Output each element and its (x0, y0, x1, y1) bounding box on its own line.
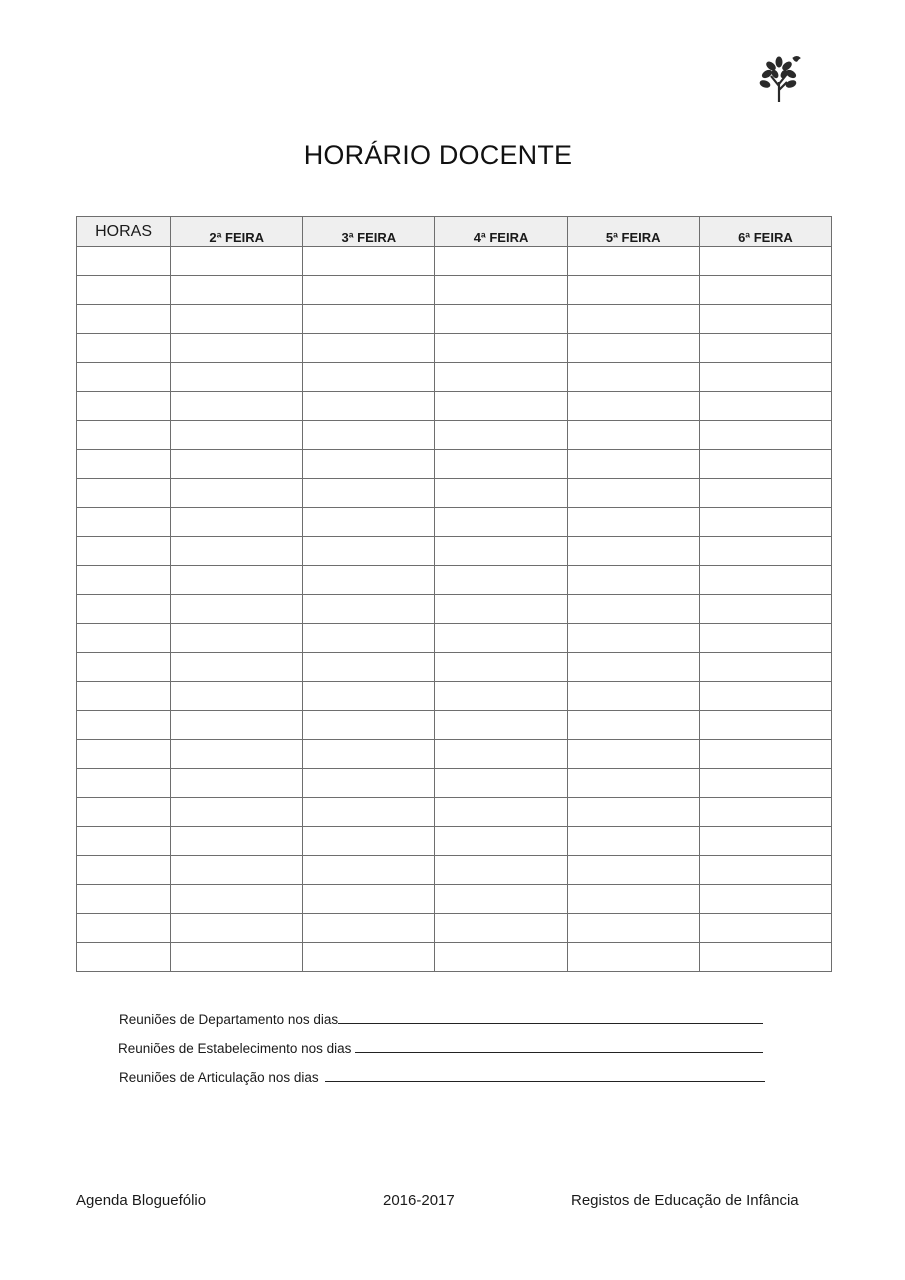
table-cell[interactable] (699, 711, 831, 740)
table-cell[interactable] (699, 566, 831, 595)
table-cell[interactable] (303, 624, 435, 653)
header-thursday: 5ª FEIRA (567, 217, 699, 247)
header-friday: 6ª FEIRA (699, 217, 831, 247)
table-cell[interactable] (77, 363, 171, 392)
meeting-departamento (119, 1011, 763, 1027)
table-cell[interactable] (171, 595, 303, 624)
table-row (77, 856, 832, 885)
table-cell[interactable] (171, 653, 303, 682)
table-cell[interactable] (77, 450, 171, 479)
table-cell[interactable] (303, 276, 435, 305)
header-tuesday: 3ª FEIRA (303, 217, 435, 247)
table-cell[interactable] (171, 537, 303, 566)
footer-right: Registos de Educação de Infância (571, 1192, 799, 1209)
table-cell[interactable] (171, 914, 303, 943)
table-cell[interactable] (171, 363, 303, 392)
table-cell[interactable] (171, 305, 303, 334)
table-cell[interactable] (567, 653, 699, 682)
table-cell[interactable] (77, 537, 171, 566)
table-cell[interactable] (303, 595, 435, 624)
meeting-departamento-label: Reuniões de Departamento nos dias (119, 1012, 339, 1027)
table-cell[interactable] (699, 624, 831, 653)
table-cell[interactable] (567, 711, 699, 740)
table-cell[interactable] (567, 798, 699, 827)
table-cell[interactable] (435, 914, 567, 943)
table-cell[interactable] (77, 334, 171, 363)
table-cell[interactable] (435, 508, 567, 537)
meeting-departamento-line[interactable] (338, 1011, 763, 1024)
table-cell[interactable] (699, 682, 831, 711)
table-cell[interactable] (567, 566, 699, 595)
table-cell[interactable] (435, 421, 567, 450)
table-cell[interactable] (171, 508, 303, 537)
table-cell[interactable] (171, 740, 303, 769)
table-row (77, 305, 832, 334)
table-cell[interactable] (77, 479, 171, 508)
table-cell[interactable] (77, 653, 171, 682)
table-cell[interactable] (77, 566, 171, 595)
table-cell[interactable] (171, 334, 303, 363)
table-cell[interactable] (303, 740, 435, 769)
table-cell[interactable] (567, 363, 699, 392)
table-cell[interactable] (699, 363, 831, 392)
table-cell[interactable] (303, 827, 435, 856)
table-cell[interactable] (567, 479, 699, 508)
table-cell[interactable] (435, 856, 567, 885)
table-row (77, 247, 832, 276)
table-cell[interactable] (77, 914, 171, 943)
table-cell[interactable] (567, 305, 699, 334)
table-cell[interactable] (435, 711, 567, 740)
meeting-estabelecimento-line[interactable] (355, 1040, 763, 1053)
table-cell[interactable] (567, 682, 699, 711)
table-cell[interactable] (699, 479, 831, 508)
table-cell[interactable] (435, 885, 567, 914)
table-cell[interactable] (567, 856, 699, 885)
table-row (77, 827, 832, 856)
table-cell[interactable] (77, 247, 171, 276)
page-title: HORÁRIO DOCENTE (303, 140, 573, 170)
table-cell[interactable] (77, 711, 171, 740)
table-cell[interactable] (567, 392, 699, 421)
table-cell[interactable] (171, 827, 303, 856)
table-cell[interactable] (303, 682, 435, 711)
table-cell[interactable] (567, 740, 699, 769)
table-cell[interactable] (435, 479, 567, 508)
table-cell[interactable] (77, 885, 171, 914)
table-cell[interactable] (435, 827, 567, 856)
table-cell[interactable] (699, 827, 831, 856)
table-row (77, 682, 832, 711)
schedule-table (76, 216, 832, 972)
table-cell[interactable] (171, 624, 303, 653)
table-cell[interactable] (567, 334, 699, 363)
table-cell[interactable] (699, 595, 831, 624)
meeting-estabelecimento-label: Reuniões de Estabelecimento nos dias (118, 1041, 352, 1056)
table-cell[interactable] (435, 276, 567, 305)
table-cell[interactable] (303, 392, 435, 421)
table-row (77, 769, 832, 798)
table-cell[interactable] (699, 334, 831, 363)
table-cell[interactable] (435, 740, 567, 769)
table-cell[interactable] (435, 305, 567, 334)
table-cell[interactable] (699, 450, 831, 479)
table-cell[interactable] (171, 856, 303, 885)
table-row (77, 798, 832, 827)
table-cell[interactable] (567, 885, 699, 914)
table-cell[interactable] (77, 392, 171, 421)
table-cell[interactable] (77, 856, 171, 885)
table-cell[interactable] (699, 740, 831, 769)
table-cell[interactable] (303, 914, 435, 943)
table-cell[interactable] (567, 508, 699, 537)
header-horas: HORAS (77, 217, 171, 247)
table-cell[interactable] (303, 508, 435, 537)
table-cell[interactable] (303, 305, 435, 334)
table-cell[interactable] (303, 247, 435, 276)
table-cell[interactable] (567, 421, 699, 450)
table-cell[interactable] (303, 711, 435, 740)
table-header-row (77, 217, 832, 247)
table-cell[interactable] (699, 885, 831, 914)
table-cell[interactable] (171, 276, 303, 305)
table-row (77, 276, 832, 305)
table-cell[interactable] (435, 537, 567, 566)
table-cell[interactable] (435, 769, 567, 798)
table-cell[interactable] (699, 537, 831, 566)
table-cell[interactable] (567, 595, 699, 624)
table-row (77, 566, 832, 595)
table-cell[interactable] (699, 392, 831, 421)
table-cell[interactable] (435, 798, 567, 827)
table-cell[interactable] (699, 421, 831, 450)
table-cell[interactable] (303, 479, 435, 508)
table-cell[interactable] (77, 276, 171, 305)
table-cell[interactable] (699, 276, 831, 305)
table-cell[interactable] (567, 450, 699, 479)
table-cell[interactable] (303, 450, 435, 479)
table-cell[interactable] (435, 334, 567, 363)
table-cell[interactable] (435, 653, 567, 682)
table-cell[interactable] (567, 537, 699, 566)
meeting-articulacao-line[interactable] (325, 1069, 765, 1082)
table-cell[interactable] (435, 247, 567, 276)
table-cell[interactable] (171, 711, 303, 740)
table-cell[interactable] (77, 682, 171, 711)
table-cell[interactable] (77, 740, 171, 769)
table-cell[interactable] (303, 334, 435, 363)
table-row (77, 711, 832, 740)
table-cell[interactable] (77, 827, 171, 856)
table-row (77, 885, 832, 914)
table-cell[interactable] (567, 943, 699, 972)
table-cell[interactable] (171, 392, 303, 421)
table-cell[interactable] (171, 247, 303, 276)
table-cell[interactable] (699, 856, 831, 885)
table-cell[interactable] (171, 421, 303, 450)
table-cell[interactable] (77, 421, 171, 450)
header-monday: 2ª FEIRA (171, 217, 303, 247)
table-cell[interactable] (171, 769, 303, 798)
table-cell[interactable] (435, 595, 567, 624)
table-cell[interactable] (303, 363, 435, 392)
table-row (77, 392, 832, 421)
table-row (77, 943, 832, 972)
table-cell[interactable] (171, 798, 303, 827)
table-cell[interactable] (435, 450, 567, 479)
table-row (77, 421, 832, 450)
table-cell[interactable] (303, 537, 435, 566)
table-cell[interactable] (303, 856, 435, 885)
table-row (77, 450, 832, 479)
meeting-articulacao-label: Reuniões de Articulação nos dias (119, 1070, 319, 1085)
table-row (77, 334, 832, 363)
table-row (77, 537, 832, 566)
table-cell[interactable] (171, 682, 303, 711)
table-cell[interactable] (171, 943, 303, 972)
meeting-estabelecimento (118, 1040, 763, 1056)
table-row (77, 740, 832, 769)
table-row (77, 624, 832, 653)
table-cell[interactable] (303, 421, 435, 450)
table-cell[interactable] (77, 305, 171, 334)
table-cell[interactable] (77, 508, 171, 537)
table-cell[interactable] (171, 566, 303, 595)
table-cell[interactable] (435, 363, 567, 392)
table-cell[interactable] (435, 624, 567, 653)
table-row (77, 479, 832, 508)
table-cell[interactable] (77, 943, 171, 972)
table-cell[interactable] (77, 798, 171, 827)
table-cell[interactable] (699, 914, 831, 943)
table-cell[interactable] (567, 276, 699, 305)
table-cell[interactable] (303, 769, 435, 798)
table-row (77, 653, 832, 682)
table-cell[interactable] (303, 885, 435, 914)
table-cell[interactable] (567, 624, 699, 653)
table-cell[interactable] (303, 566, 435, 595)
header-wednesday: 4ª FEIRA (435, 217, 567, 247)
table-cell[interactable] (699, 653, 831, 682)
table-cell[interactable] (171, 450, 303, 479)
table-cell[interactable] (567, 914, 699, 943)
table-cell[interactable] (435, 392, 567, 421)
table-cell[interactable] (303, 798, 435, 827)
table-body (77, 247, 832, 972)
table-cell[interactable] (435, 682, 567, 711)
table-cell[interactable] (699, 305, 831, 334)
table-cell[interactable] (303, 943, 435, 972)
table-cell[interactable] (699, 769, 831, 798)
table-row (77, 508, 832, 537)
table-cell[interactable] (435, 943, 567, 972)
table-cell[interactable] (567, 769, 699, 798)
table-cell[interactable] (77, 769, 171, 798)
table-cell[interactable] (699, 798, 831, 827)
table-cell[interactable] (699, 247, 831, 276)
table-cell[interactable] (567, 827, 699, 856)
table-cell[interactable] (435, 566, 567, 595)
table-cell[interactable] (77, 595, 171, 624)
footer-center: 2016-2017 (383, 1192, 455, 1209)
table-cell[interactable] (171, 479, 303, 508)
table-cell[interactable] (699, 508, 831, 537)
table-cell[interactable] (699, 943, 831, 972)
table-cell[interactable] (303, 653, 435, 682)
table-cell[interactable] (77, 624, 171, 653)
footer-left: Agenda Bloguefólio (76, 1192, 207, 1209)
table-row (77, 363, 832, 392)
table-row (77, 595, 832, 624)
tree-with-bird-icon (757, 52, 803, 104)
meeting-articulacao (119, 1069, 765, 1085)
table-row (77, 914, 832, 943)
table-cell[interactable] (171, 885, 303, 914)
table-cell[interactable] (567, 247, 699, 276)
